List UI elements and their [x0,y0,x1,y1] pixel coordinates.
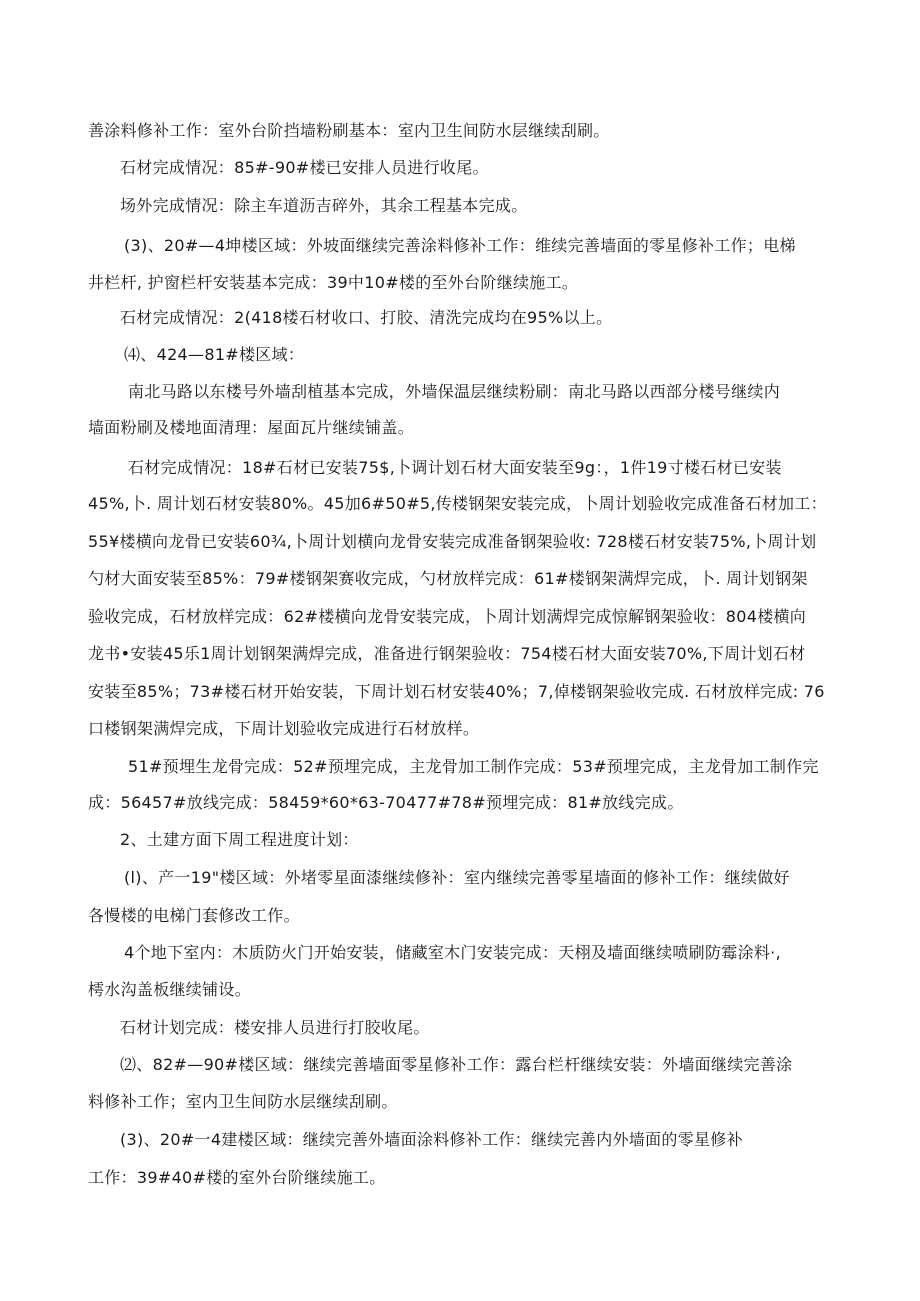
paragraph-line: 51#预埋生龙骨完成：52#预埋完成，主龙骨加工制作完成：53#预埋完成，主龙骨加工制作完 [128,757,819,776]
paragraph-line: 4个地下室内：木质防火门开始安装，储藏室木门安装完成：天栩及墙面继续喷刷防霉涂料·, [124,943,781,962]
paragraph-line: 验收完成，石材放样完成：62#楼横向龙骨安装完成，卜周计划满焊完成惊解钢架验收：804楼横向 [88,607,807,626]
paragraph-line: 工作：39#40#楼的室外台阶继续施工。 [88,1168,386,1187]
paragraph-line: (l)、产一19"楼区域：外堵零星面漆继续修补：室内继续完善零星墙面的修补工作：继续做好 [124,868,790,887]
paragraph-line: 料修补工作；室内卫生间防水层继续刮刷。 [88,1092,398,1111]
paragraph-line: 石材计划完成：楼安排人员进行打胶收尾。 [120,1018,430,1037]
paragraph-line: 善涂料修补工作：室外台阶挡墙粉刷基本：室内卫生间防水层继续刮刷。 [88,121,610,140]
paragraph-line: 55¥楼横向龙骨已安装60¾,卜周计划横向龙骨安装完成准备钢架验收: 728楼石材安装75%,卜周计划 [88,532,817,551]
paragraph-line: 各慢楼的电梯门套修改工作。 [88,906,300,925]
paragraph-line: 安装至85%；73#楼石材开始安装，下周计划石材安装40%；7,倬楼钢架验收完成. 石材放样完成: 76 [88,682,825,701]
paragraph-line: 勺材大面安装至85%：79#楼钢架赛收完成，勺材放样完成：61#楼钢架满焊完成，卜. 周计划钢架 [88,569,808,588]
paragraph-line: (3)、20#—4坤楼区域：外坡面继续完善涂料修补工作：维续完善墙面的零星修补工作；电梯 [124,236,796,255]
paragraph-line: 石材完成情况：2(418楼石材收口、打胶、清洗完成均在95%以上。 [120,308,613,327]
paragraph-line: 场外完成情况：除主车道沥吉碎外，其余工程基本完成。 [120,196,528,215]
paragraph-line: 墙面粉刷及楼地面清理：屋面瓦片继续铺盖。 [88,418,415,437]
paragraph-line: ⑷、424—81#楼区域： [124,345,305,364]
paragraph-line: 南北马路以东楼号外墙刮植基本完成，外墙保温层继续粉刷：南北马路以西部分楼号继续内 [128,382,781,401]
paragraph-line: ⑵、82#—90#楼区域：继续完善墙面零星修补工作：露台栏杆继续安装：外墙面继续完善涂 [120,1055,793,1074]
paragraph-line: (3)、20#一4建楼区域：继续完善外墙面涂料修补工作：继续完善内外墙面的零星修补 [120,1130,743,1149]
paragraph-line: 龙书•安装45乐1周计划钢架满焊完成，准备进行钢架验收：754楼石材大面安装70%,下周计划石材 [88,644,806,663]
paragraph-line: 井栏杆, 护窗栏杆安装基本完成：39中10#楼的至外台阶继续施工。 [88,273,579,292]
section-heading: 2、土建方面下周工程进度计划： [120,830,359,849]
paragraph-line: 成：56457#放线完成：58459*60*63-70477#78#预埋完成：81#放线完成。 [88,793,684,812]
paragraph-line: 45%,卜. 周计划石材安装80%。45加6#50#5,传楼钢架安装完成，卜周计划验收完成准备石材加工： [88,494,827,513]
paragraph-line: 石材完成情况：18#石材已安装75$,卜调计划石材大面安装至9g：，1件19寸楼石材已安装 [128,458,782,477]
paragraph-line: 口楼钢架满焊完成，下周计划验收完成进行石材放样。 [88,719,480,738]
paragraph-line: 樗水沟盖板继续铺设。 [88,980,252,999]
paragraph-line: 石材完成情况：85#-90#楼已安排人员进行收尾。 [120,158,489,177]
